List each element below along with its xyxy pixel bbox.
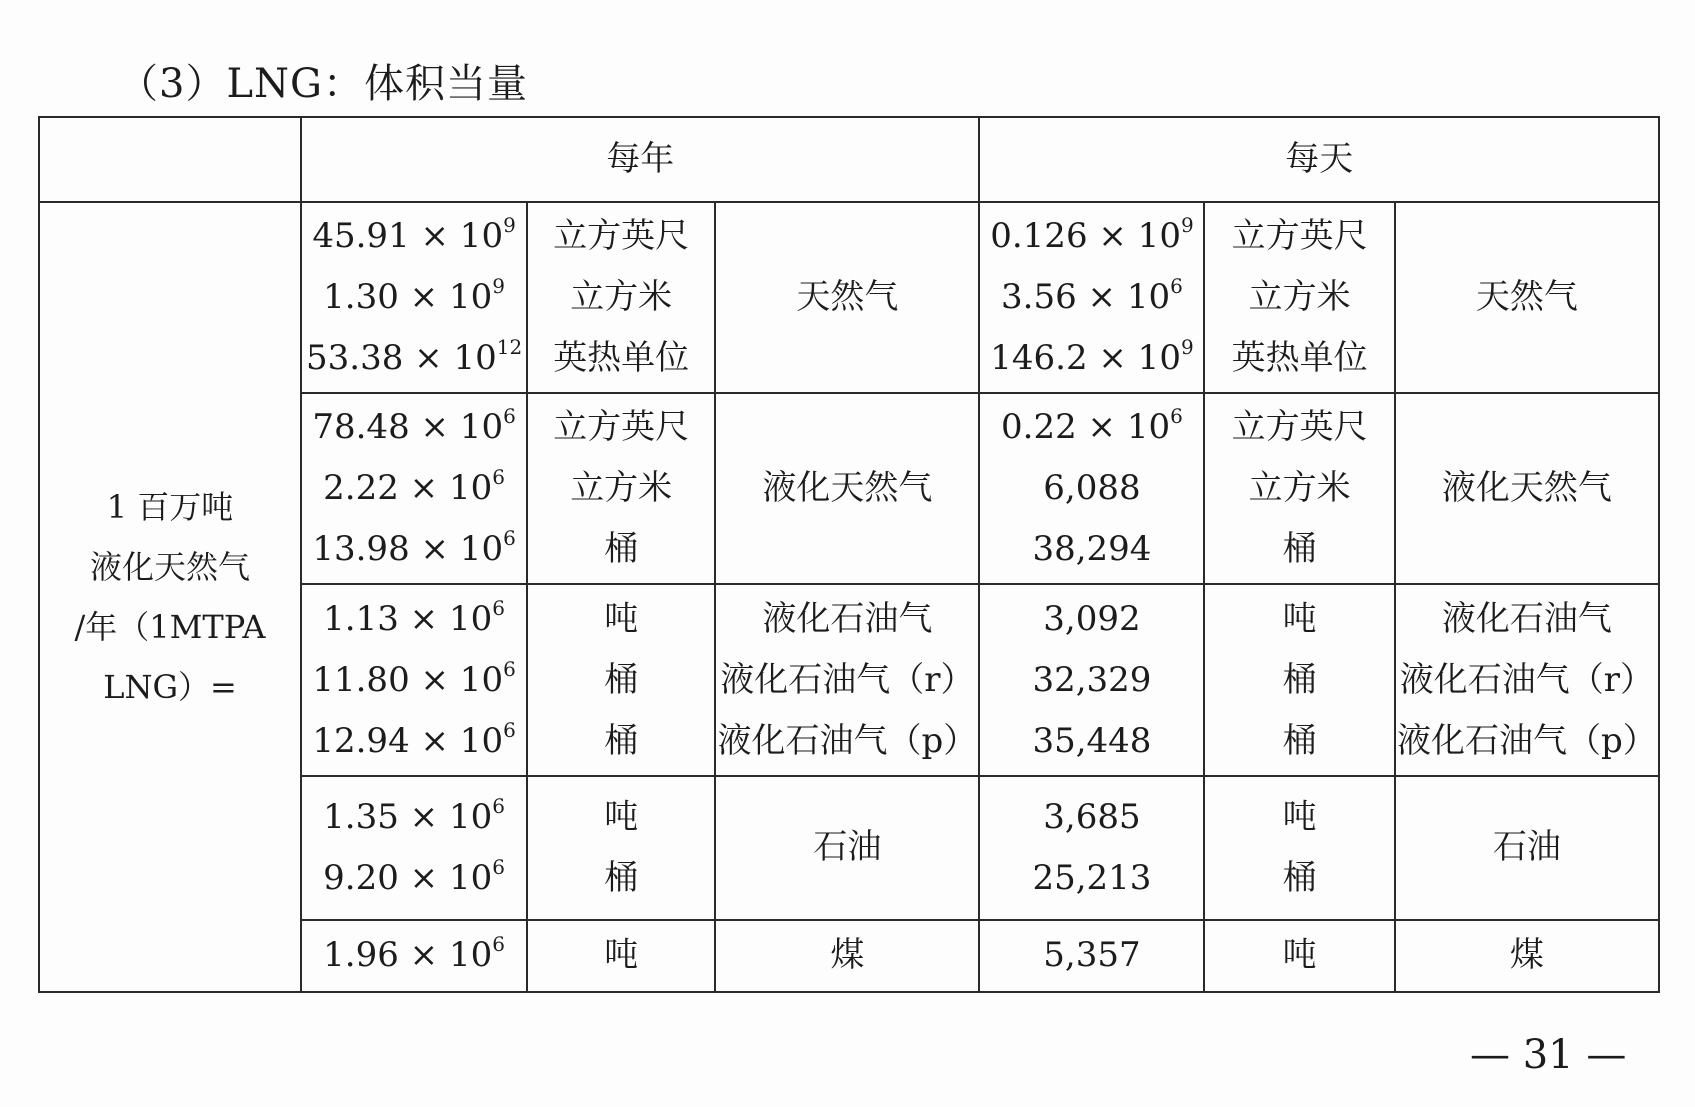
unit: 桶 bbox=[1282, 857, 1317, 898]
row-label-line: LNG）= bbox=[103, 667, 237, 706]
daily-commodity bbox=[1395, 920, 1659, 992]
mantissa: 11.80 bbox=[312, 659, 410, 700]
times-ten: × 10 bbox=[409, 529, 504, 570]
exponent: 6 bbox=[492, 595, 505, 620]
times-ten: × 10 bbox=[398, 796, 493, 837]
unit: 桶 bbox=[604, 659, 639, 700]
value bbox=[980, 328, 1203, 389]
row-label-line: 液化天然气 bbox=[90, 547, 251, 586]
value bbox=[302, 267, 526, 328]
value bbox=[980, 848, 1203, 909]
commodity: 煤 bbox=[830, 935, 865, 976]
commodity: 石油 bbox=[813, 827, 882, 868]
times-ten: × 10 bbox=[409, 407, 504, 448]
exponent: 6 bbox=[503, 717, 516, 742]
value bbox=[980, 267, 1203, 328]
commodity: 液化天然气 bbox=[1441, 468, 1612, 509]
yearly-commodity bbox=[715, 584, 979, 775]
value bbox=[302, 519, 526, 580]
commodity: 液化石油气 bbox=[1441, 598, 1612, 639]
times-ten: × 10 bbox=[1087, 215, 1181, 256]
mantissa: 6,088 bbox=[1043, 468, 1141, 509]
mantissa: 45.91 bbox=[312, 215, 410, 256]
value bbox=[302, 650, 526, 711]
unit: 立方英尺 bbox=[1231, 407, 1368, 448]
daily-values bbox=[979, 393, 1204, 584]
per-year-header: 每年 bbox=[301, 117, 979, 202]
times-ten: × 10 bbox=[1076, 407, 1171, 448]
unit: 英热单位 bbox=[1231, 337, 1368, 378]
row-label-line: /年（1MTPA bbox=[74, 607, 266, 646]
unit: 立方英尺 bbox=[553, 407, 690, 448]
mantissa: 38,294 bbox=[1032, 529, 1152, 570]
page-number: — 31 — bbox=[1470, 1032, 1627, 1078]
times-ten: × 10 bbox=[409, 215, 504, 256]
mantissa: 32,329 bbox=[1032, 659, 1152, 700]
yearly-units bbox=[527, 776, 715, 920]
daily-commodity bbox=[1395, 393, 1659, 584]
unit: 立方米 bbox=[570, 468, 673, 509]
exponent: 6 bbox=[492, 465, 505, 490]
value bbox=[980, 206, 1203, 267]
mantissa: 3.56 bbox=[1001, 276, 1077, 317]
commodity: 液化天然气 bbox=[762, 468, 933, 509]
unit: 吨 bbox=[604, 598, 639, 639]
mantissa: 1.35 bbox=[323, 796, 399, 837]
yearly-units bbox=[527, 202, 715, 393]
row-label-line: 1 百万吨 bbox=[106, 487, 234, 526]
mantissa: 13.98 bbox=[312, 529, 410, 570]
mantissa: 78.48 bbox=[312, 407, 410, 448]
exponent: 9 bbox=[1180, 334, 1194, 359]
value bbox=[302, 589, 526, 650]
daily-units bbox=[1204, 584, 1394, 775]
mantissa: 9.20 bbox=[323, 857, 399, 898]
mantissa: 3,685 bbox=[1043, 796, 1141, 837]
exponent: 6 bbox=[1170, 273, 1183, 298]
value bbox=[980, 925, 1203, 986]
commodity: 液化石油气（p） bbox=[717, 720, 978, 761]
unit: 吨 bbox=[604, 935, 639, 976]
unit: 立方米 bbox=[1248, 468, 1351, 509]
value bbox=[980, 397, 1203, 458]
unit: 吨 bbox=[604, 796, 639, 837]
value bbox=[302, 397, 526, 458]
times-ten: × 10 bbox=[1087, 337, 1181, 378]
mantissa: 1.13 bbox=[323, 598, 399, 639]
yearly-commodity bbox=[715, 202, 979, 393]
header-row bbox=[39, 117, 1659, 202]
unit: 立方米 bbox=[1248, 276, 1351, 317]
times-ten: × 10 bbox=[409, 720, 504, 761]
commodity: 天然气 bbox=[796, 276, 899, 317]
daily-units bbox=[1204, 202, 1394, 393]
exponent: 9 bbox=[492, 273, 505, 298]
times-ten: × 10 bbox=[398, 857, 493, 898]
daily-values bbox=[979, 584, 1204, 775]
commodity: 煤 bbox=[1509, 935, 1544, 976]
mantissa: 35,448 bbox=[1032, 720, 1152, 761]
value bbox=[980, 711, 1203, 772]
mantissa: 53.38 bbox=[306, 337, 404, 378]
unit: 英热单位 bbox=[553, 337, 690, 378]
commodity: 液化石油气 bbox=[762, 598, 933, 639]
yearly-units bbox=[527, 393, 715, 584]
yearly-commodity bbox=[715, 776, 979, 920]
daily-values bbox=[979, 920, 1204, 992]
value bbox=[302, 848, 526, 909]
mantissa: 3,092 bbox=[1043, 598, 1141, 639]
unit: 吨 bbox=[1282, 598, 1317, 639]
value bbox=[980, 519, 1203, 580]
commodity: 液化石油气（p） bbox=[1396, 720, 1657, 761]
exponent: 9 bbox=[1180, 212, 1194, 237]
commodity: 液化石油气（r） bbox=[720, 659, 975, 700]
unit: 桶 bbox=[604, 529, 639, 570]
mantissa: 5,357 bbox=[1043, 935, 1141, 976]
exponent: 6 bbox=[1170, 404, 1183, 429]
unit: 吨 bbox=[1282, 935, 1317, 976]
yearly-units bbox=[527, 920, 715, 992]
times-ten: × 10 bbox=[398, 598, 493, 639]
daily-commodity bbox=[1395, 776, 1659, 920]
value bbox=[980, 589, 1203, 650]
yearly-values bbox=[301, 584, 527, 775]
unit: 立方米 bbox=[570, 276, 673, 317]
exponent: 6 bbox=[492, 932, 505, 957]
daily-units bbox=[1204, 393, 1394, 584]
yearly-values bbox=[301, 920, 527, 992]
yearly-values bbox=[301, 393, 527, 584]
yearly-values bbox=[301, 776, 527, 920]
daily-commodity bbox=[1395, 584, 1659, 775]
yearly-values bbox=[301, 202, 527, 393]
mantissa: 1.96 bbox=[323, 935, 399, 976]
value bbox=[302, 458, 526, 519]
mantissa: 0.22 bbox=[1001, 407, 1077, 448]
commodity: 石油 bbox=[1492, 827, 1561, 868]
value bbox=[980, 458, 1203, 519]
row-label bbox=[39, 202, 301, 992]
section-title: （3）LNG：体积当量 bbox=[118, 61, 528, 107]
times-ten: × 10 bbox=[398, 276, 493, 317]
exponent: 6 bbox=[503, 526, 516, 551]
times-ten: × 10 bbox=[1076, 276, 1171, 317]
corner-cell bbox=[39, 117, 301, 202]
unit: 吨 bbox=[1282, 796, 1317, 837]
mantissa: 12.94 bbox=[312, 720, 410, 761]
value bbox=[980, 650, 1203, 711]
exponent: 12 bbox=[496, 334, 523, 359]
unit: 桶 bbox=[1282, 529, 1317, 570]
mantissa: 2.22 bbox=[323, 468, 399, 509]
value bbox=[302, 206, 526, 267]
lng-equivalents-table bbox=[38, 116, 1660, 993]
times-ten: × 10 bbox=[398, 468, 493, 509]
group-row bbox=[39, 202, 1659, 393]
times-ten: × 10 bbox=[403, 337, 497, 378]
exponent: 9 bbox=[503, 212, 516, 237]
daily-values bbox=[979, 202, 1204, 393]
mantissa: 25,213 bbox=[1032, 857, 1152, 898]
value bbox=[302, 925, 526, 986]
unit: 桶 bbox=[604, 857, 639, 898]
exponent: 6 bbox=[503, 656, 516, 681]
yearly-commodity bbox=[715, 920, 979, 992]
commodity: 天然气 bbox=[1475, 276, 1578, 317]
per-day-header: 每天 bbox=[979, 117, 1659, 202]
unit: 桶 bbox=[604, 720, 639, 761]
value bbox=[980, 787, 1203, 848]
mantissa: 1.30 bbox=[323, 276, 399, 317]
times-ten: × 10 bbox=[398, 935, 493, 976]
daily-units bbox=[1204, 776, 1394, 920]
unit: 立方英尺 bbox=[553, 215, 690, 256]
value bbox=[302, 787, 526, 848]
daily-units bbox=[1204, 920, 1394, 992]
times-ten: × 10 bbox=[409, 659, 504, 700]
mantissa: 146.2 bbox=[990, 337, 1088, 378]
unit: 桶 bbox=[1282, 659, 1317, 700]
yearly-commodity bbox=[715, 393, 979, 584]
commodity: 液化石油气（r） bbox=[1399, 659, 1654, 700]
exponent: 6 bbox=[503, 404, 516, 429]
daily-values bbox=[979, 776, 1204, 920]
daily-commodity bbox=[1395, 202, 1659, 393]
exponent: 6 bbox=[492, 854, 505, 879]
yearly-units bbox=[527, 584, 715, 775]
mantissa: 0.126 bbox=[990, 215, 1088, 256]
unit: 桶 bbox=[1282, 720, 1317, 761]
unit: 立方英尺 bbox=[1231, 215, 1368, 256]
exponent: 6 bbox=[492, 793, 505, 818]
value bbox=[302, 711, 526, 772]
value bbox=[302, 328, 526, 389]
